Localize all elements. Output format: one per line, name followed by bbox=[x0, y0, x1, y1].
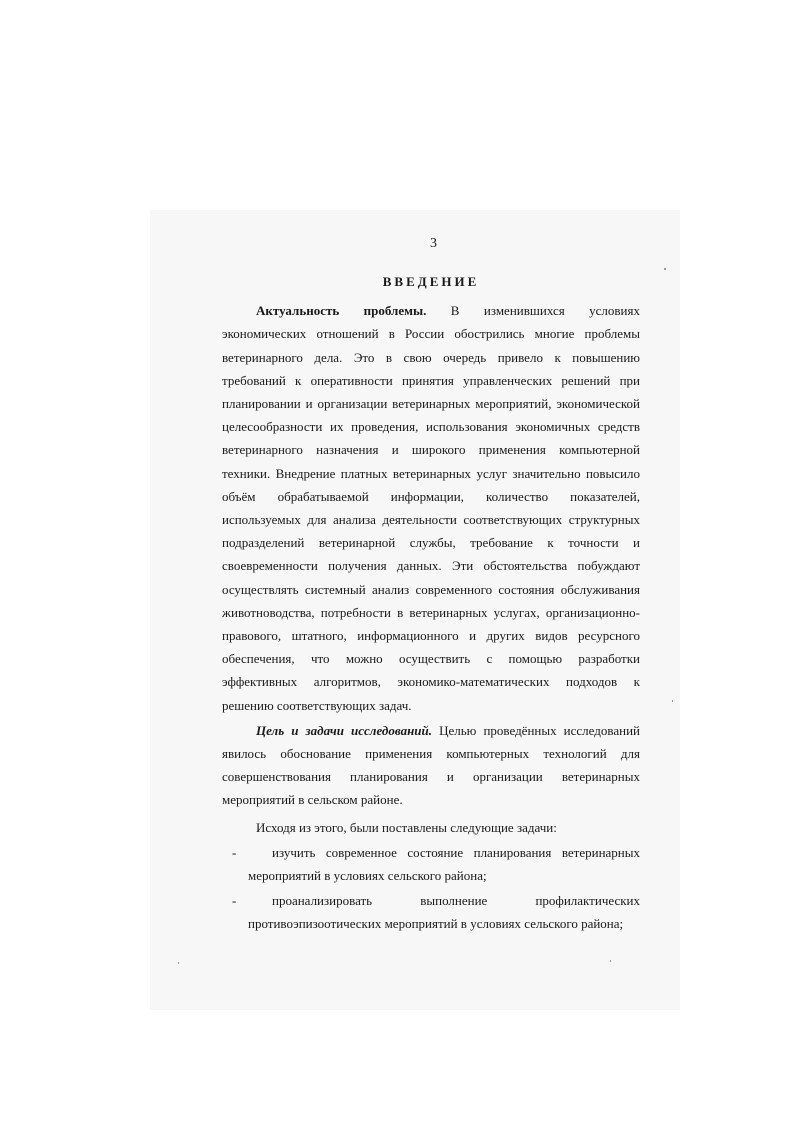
scan-speck bbox=[610, 960, 611, 962]
task-text: изучить современное состояние планирования ветеринарных мероприятий в условиях сельского района; bbox=[248, 844, 640, 884]
list-item bbox=[222, 889, 640, 935]
paragraph-relevance-lead: Актуальность проблемы. bbox=[256, 303, 427, 319]
paragraph-goals bbox=[222, 719, 640, 812]
paragraph-goals-lead: Цель и задачи исследований. bbox=[256, 722, 433, 738]
section-heading: ВВЕДЕНИЕ bbox=[382, 274, 480, 289]
paragraph-relevance bbox=[222, 299, 640, 717]
list-item bbox=[222, 841, 640, 887]
paragraph-goals-text: Целью проведённых исследований явилось обоснование применения компьютерных технологий для совершенствования планирования и организации ветеринарных мероприятий в сельском районе. bbox=[222, 722, 640, 808]
page-number: 3 bbox=[430, 236, 437, 251]
document-body bbox=[222, 270, 640, 936]
scan-speck bbox=[178, 962, 179, 964]
paragraph-relevance-text: В изменившихся условиях экономических отношений в России обострились многие проблемы ветеринарного дела. Это в свою очередь привело к повышению требований к оперативности принятия управленческих решений при планировании и организации ветеринарных мероприятий, экономической целесообразности их проведения, использования экономичных средств ветеринарного назначения и широкого применения компьютерной техники. Внедрение платных ветеринарных услуг значительно повысило объём обрабатываемой информации, количество показателей, используемых для анализа деятельности соответствующих структурных подразделений ветеринарной службы, требование к точности и своевременности получения данных. Эти обстоятельства побуждают осуществлять системный анализ современного состояния обслуживания животноводства, потребности в ветеринарных услугах, организационно-правового, штатного, информационного и других видов ресурсного обеспечения, что можно осуществить с помощью разработки эффективных алгоритмов, экономико-математических подходов к решению соответствующих задач. bbox=[222, 303, 640, 713]
tasks-intro: Исходя из этого, были поставлены следующие задачи: bbox=[256, 819, 557, 835]
scan-speck bbox=[664, 268, 666, 270]
list-dash: - bbox=[232, 893, 237, 909]
scan-speck bbox=[672, 700, 673, 702]
tasks-list bbox=[222, 841, 640, 936]
list-dash: - bbox=[232, 844, 237, 860]
task-text: проанализировать выполнение профилактических противоэпизоотических мероприятий в условиях сельского района; bbox=[248, 893, 640, 932]
